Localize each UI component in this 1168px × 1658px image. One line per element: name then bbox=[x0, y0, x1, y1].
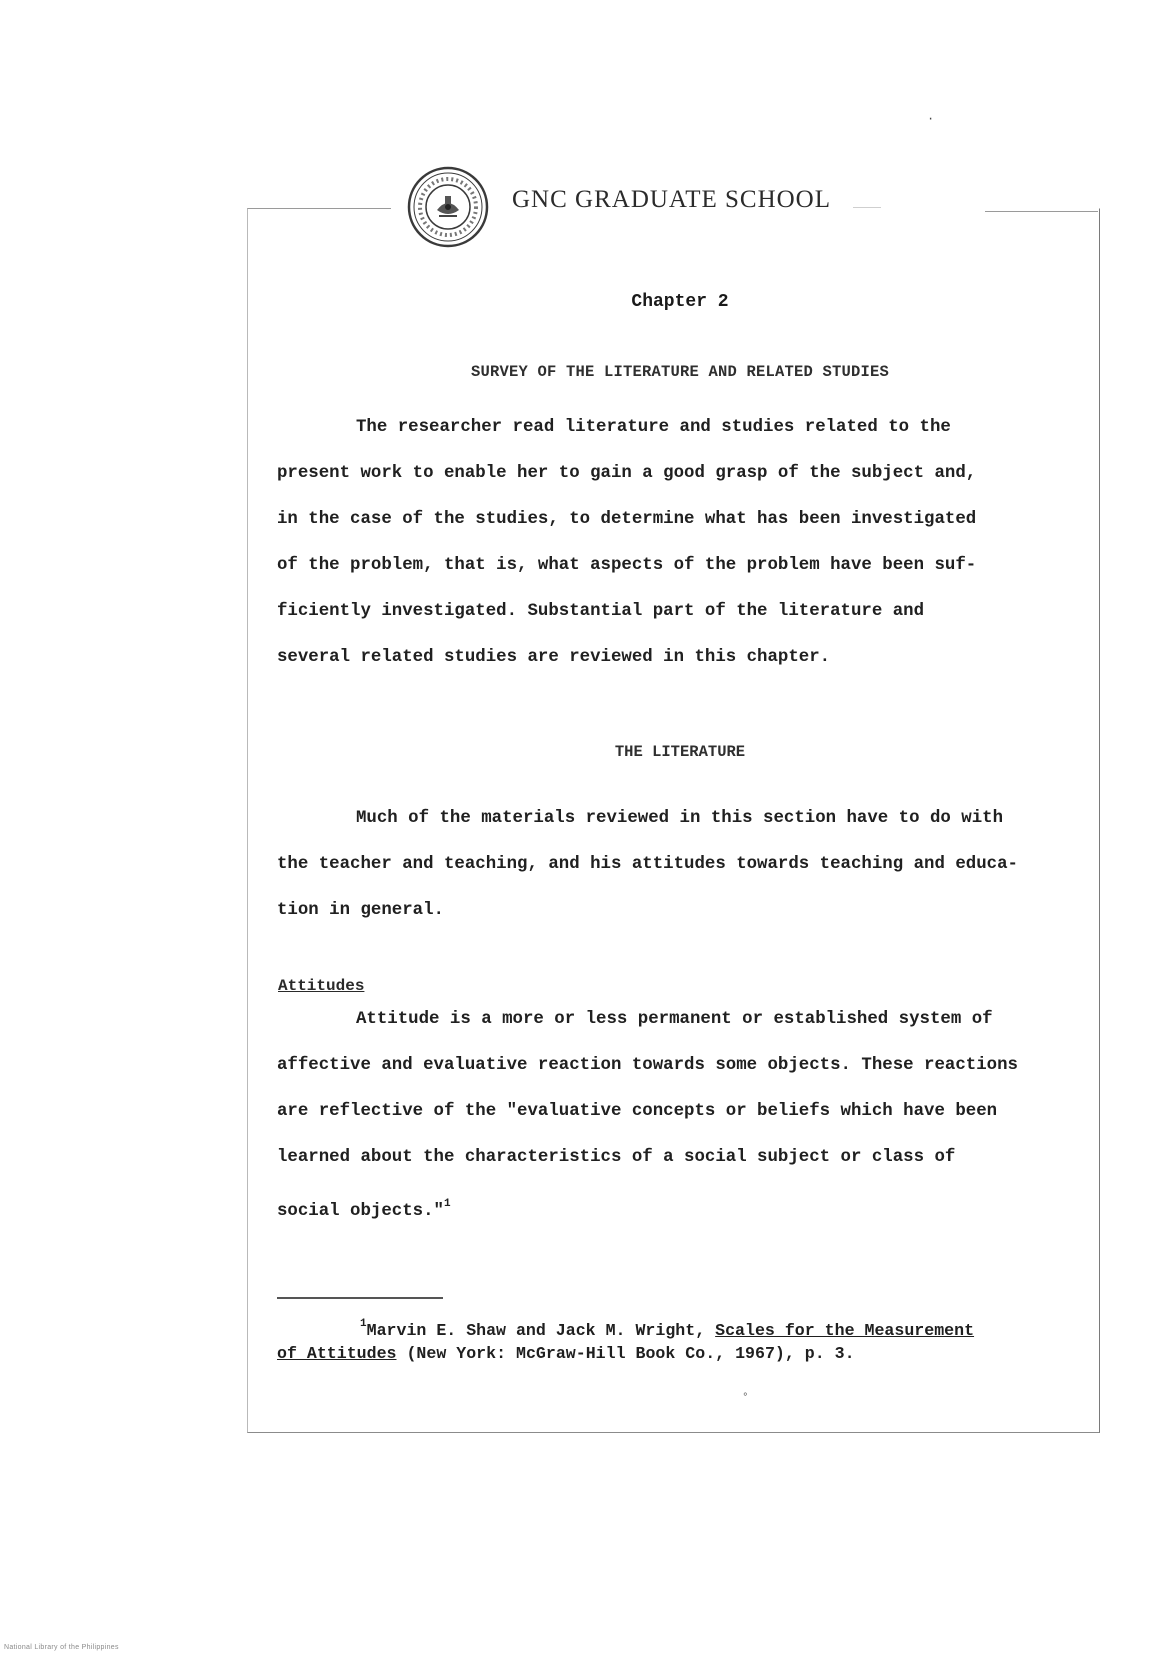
intro-paragraph bbox=[277, 405, 1077, 681]
section-heading-literature: THE LITERATURE bbox=[614, 743, 746, 761]
footnote-number: 1 bbox=[360, 1318, 367, 1330]
footnote-book-title: Scales for the Measurement bbox=[715, 1321, 975, 1340]
subheading-attitudes: Attitudes bbox=[278, 977, 365, 995]
paragraph-line: several related studies are reviewed in this chapter. bbox=[277, 648, 831, 667]
paragraph-line: Attitude is a more or less permanent or established system of bbox=[356, 1010, 993, 1029]
paragraph-line: tion in general. bbox=[277, 901, 444, 920]
attitudes-paragraph bbox=[277, 997, 1077, 1235]
paragraph-line: in the case of the studies, to determine what has been investigated bbox=[277, 510, 977, 529]
paragraph-line bbox=[277, 1181, 1077, 1235]
footnote-line bbox=[277, 1342, 1067, 1365]
footnote-publication: (New York: McGraw-Hill Book Co., 1967), p. 3. bbox=[396, 1344, 855, 1363]
paragraph-line: present work to enable her to gain a good grasp of the subject and, bbox=[277, 464, 977, 483]
paragraph-line: affective and evaluative reaction towards some objects. These reactions bbox=[277, 1056, 1018, 1075]
chapter-title: SURVEY OF THE LITERATURE AND RELATED STUDIES bbox=[470, 363, 890, 381]
paragraph-line: The researcher read literature and studies related to the bbox=[356, 418, 951, 437]
literature-paragraph bbox=[277, 796, 1077, 934]
paragraph-line: learned about the characteristics of a social subject or class of bbox=[277, 1148, 956, 1167]
paragraph-line-text: social objects." bbox=[277, 1202, 444, 1221]
paragraph-line: are reflective of the "evaluative concepts or beliefs which have been bbox=[277, 1102, 998, 1121]
scan-speck: · bbox=[927, 112, 935, 126]
paragraph-line: Much of the materials reviewed in this section have to do with bbox=[356, 809, 1004, 828]
paragraph-line: ficiently investigated. Substantial part of the literature and bbox=[277, 602, 925, 621]
footnote bbox=[277, 1313, 1067, 1365]
paragraph-line: the teacher and teaching, and his attitudes towards teaching and educa- bbox=[277, 855, 1018, 874]
college-seal-icon bbox=[407, 166, 489, 248]
page-header-title: GNC GRADUATE SCHOOL bbox=[512, 186, 832, 213]
footnote-marker: 1 bbox=[443, 1198, 451, 1210]
chapter-label: Chapter 2 bbox=[631, 292, 729, 312]
footnote-authors: Marvin E. Shaw and Jack M. Wright, bbox=[366, 1321, 716, 1340]
footnote-divider bbox=[277, 1297, 443, 1299]
archive-footer: National Library of the Philippines bbox=[4, 1644, 119, 1651]
footnote-book-title-cont: of Attitudes bbox=[277, 1344, 397, 1363]
scan-speck: ° bbox=[742, 1392, 749, 1404]
paragraph-line: of the problem, that is, what aspects of the problem have been suf- bbox=[277, 556, 977, 575]
footnote-line bbox=[277, 1313, 1067, 1342]
